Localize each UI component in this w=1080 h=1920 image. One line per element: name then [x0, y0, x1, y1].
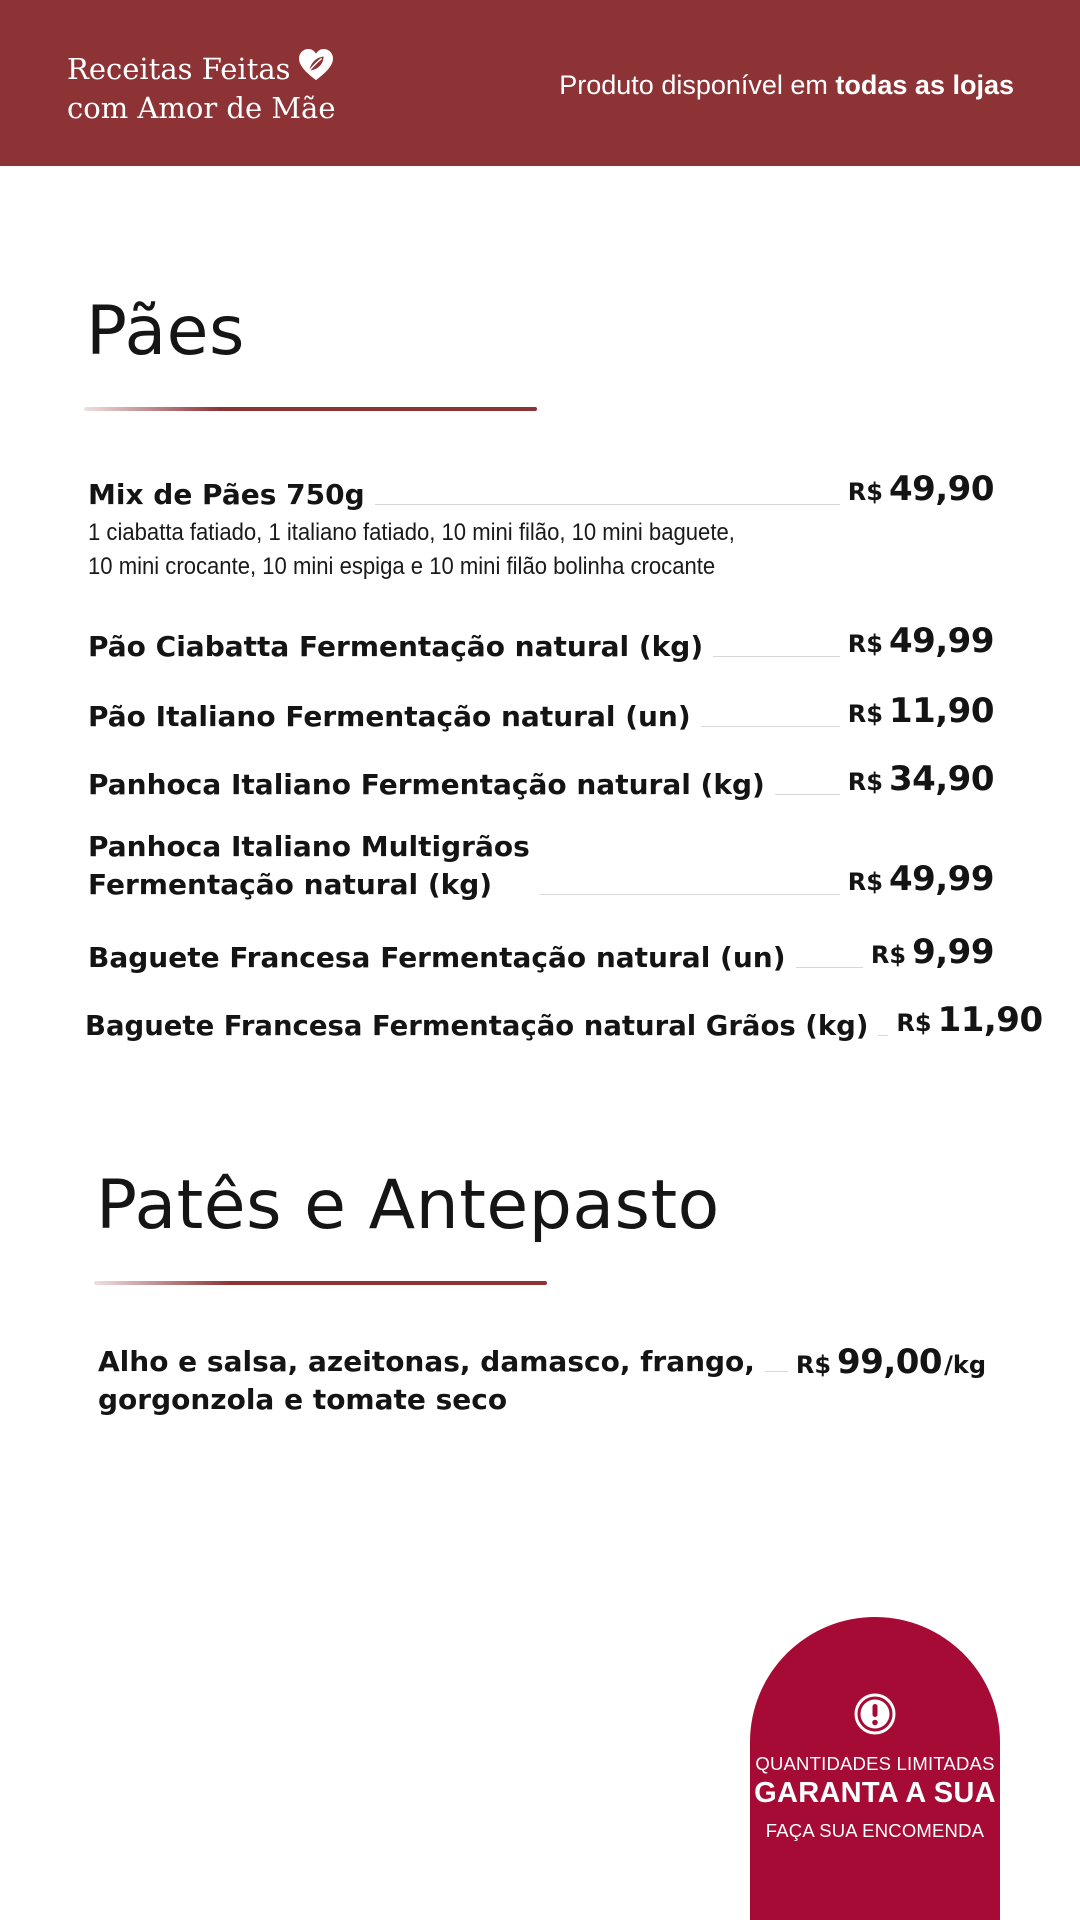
- item-name-line-2: Fermentação natural (kg): [88, 868, 493, 901]
- menu-item-mix-de-paes: [88, 470, 994, 584]
- menu-item-pao-ciabatta: [88, 622, 994, 666]
- item-description-line-2: 10 mini crocante, 10 mini espiga e 10 mini filão bolinha crocante: [88, 553, 716, 580]
- item-price: [848, 860, 994, 904]
- item-price: [796, 1343, 986, 1387]
- item-price: [848, 622, 994, 666]
- menu-item-baguete-francesa-graos: [85, 1000, 1043, 1045]
- price-amount: 9,99: [912, 932, 994, 972]
- menu-item-panhoca-multigraos: [88, 828, 994, 904]
- item-description-line-1: 1 ciabatta fatiado, 1 italiano fatiado, 10 mini filão, 10 mini baguete,: [88, 519, 735, 546]
- price-amount: 11,90: [937, 1000, 1043, 1040]
- currency: R$: [847, 700, 883, 728]
- price-amount: 34,90: [888, 759, 994, 799]
- brand-logo: [67, 50, 336, 128]
- price-amount: 11,90: [888, 691, 994, 731]
- price-unit: /kg: [944, 1351, 986, 1379]
- availability-prefix: Produto disponível em: [559, 70, 836, 100]
- item-name: Baguete Francesa Fermentação natural (un): [88, 941, 786, 974]
- item-name: Pão Ciabatta Fermentação natural (kg): [88, 630, 704, 663]
- dotted-leader: [775, 794, 840, 795]
- badge-text-limited: QUANTIDADES LIMITADAS: [755, 1753, 995, 1774]
- section-divider-paes: [84, 407, 537, 411]
- currency: R$: [896, 1009, 932, 1037]
- dotted-leader: [375, 504, 840, 505]
- brand-line-2: com Amor de Mãe: [67, 91, 336, 125]
- menu-item-panhoca-italiano: [88, 760, 994, 804]
- currency: R$: [847, 630, 883, 658]
- item-name: Panhoca Italiano Fermentação natural (kg): [88, 768, 765, 801]
- price-amount: 49,99: [888, 859, 994, 899]
- header-bar: [0, 0, 1080, 166]
- item-name-line-2: gorgonzola e tomate seco: [98, 1383, 508, 1416]
- menu-item-pates: [98, 1343, 986, 1419]
- currency: R$: [795, 1351, 832, 1379]
- badge-text-order: FAÇA SUA ENCOMENDA: [765, 1820, 985, 1841]
- badge-text-guarantee: GARANTA A SUA: [754, 1777, 996, 1809]
- item-name: Pão Italiano Fermentação natural (un): [88, 700, 691, 733]
- menu-item-baguete-francesa: [88, 933, 994, 977]
- item-name-line-1: Panhoca Italiano Multigrãos: [88, 830, 530, 863]
- limited-quantities-badge: [750, 1617, 1000, 1920]
- item-price: [848, 760, 994, 804]
- availability-bold: todas as lojas: [835, 70, 1014, 100]
- item-name-line-1: Alho e salsa, azeitonas, damasco, frango,: [98, 1345, 755, 1378]
- menu-item-pao-italiano: [88, 692, 994, 736]
- currency: R$: [847, 478, 883, 506]
- currency: R$: [847, 768, 883, 796]
- section-title-paes: Pães: [86, 292, 245, 371]
- section-divider-pates: [94, 1281, 547, 1285]
- dotted-leader: [540, 894, 840, 895]
- section-title-pates: Patês e Antepasto: [96, 1166, 720, 1245]
- price-amount: 49,90: [888, 469, 994, 509]
- availability-text: [559, 70, 1014, 101]
- currency: R$: [870, 941, 907, 969]
- price-amount: 49,99: [888, 621, 994, 661]
- dotted-leader: [878, 1035, 888, 1036]
- currency: R$: [847, 868, 883, 896]
- item-price: [848, 692, 994, 736]
- exclamation-circle-icon: [853, 1692, 897, 1736]
- dotted-leader: [796, 967, 863, 968]
- dotted-leader: [765, 1371, 788, 1372]
- item-name: Mix de Pães 750g: [88, 478, 365, 511]
- brand-line-1: Receitas Feitas: [67, 52, 291, 86]
- item-price: [871, 933, 994, 977]
- item-price: [896, 1001, 1042, 1045]
- dotted-leader: [713, 656, 840, 657]
- dotted-leader: [701, 726, 840, 727]
- price-amount: 99,00: [837, 1342, 943, 1382]
- heart-leaf-icon: [297, 48, 335, 82]
- item-name: Baguete Francesa Fermentação natural Grãos (kg): [85, 1010, 869, 1042]
- item-price: [848, 470, 994, 514]
